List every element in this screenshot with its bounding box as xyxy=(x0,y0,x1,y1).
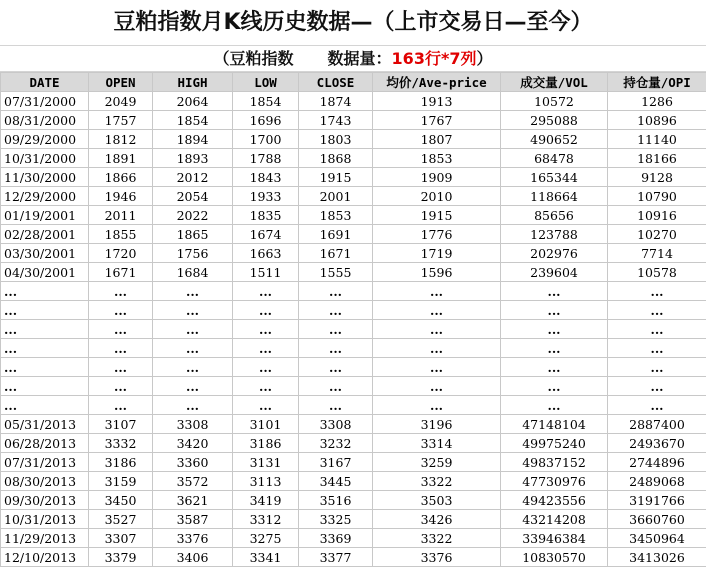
cell-opi[interactable]: ... xyxy=(608,377,706,396)
table-row xyxy=(1,92,706,111)
column-header-vol[interactable]: 成交量/VOL xyxy=(501,73,608,92)
cell-ave-price[interactable]: 1807 xyxy=(373,130,501,149)
column-header-date[interactable]: DATE xyxy=(1,73,89,92)
cell-close[interactable]: 3325 xyxy=(299,510,373,529)
table-row xyxy=(1,548,706,567)
table-row xyxy=(1,529,706,548)
cell-open[interactable]: 3332 xyxy=(89,434,153,453)
cell-close[interactable]: ... xyxy=(299,301,373,320)
column-header-close[interactable]: CLOSE xyxy=(299,73,373,92)
table-row xyxy=(1,415,706,434)
cell-date[interactable]: 08/30/2013 xyxy=(1,472,89,491)
cell-open[interactable]: 3307 xyxy=(89,529,153,548)
cell-vol[interactable]: ... xyxy=(501,282,608,301)
cell-high[interactable]: 2022 xyxy=(153,206,233,225)
cell-ave-price[interactable]: 3376 xyxy=(373,548,501,567)
cell-date[interactable]: ... xyxy=(1,320,89,339)
cell-date[interactable]: 10/31/2013 xyxy=(1,510,89,529)
cell-low[interactable]: 1700 xyxy=(233,130,299,149)
cell-open[interactable]: ... xyxy=(89,320,153,339)
cell-low[interactable]: 1933 xyxy=(233,187,299,206)
ellipsis-row xyxy=(1,282,706,301)
cell-high[interactable]: 2064 xyxy=(153,92,233,111)
table-row xyxy=(1,225,706,244)
cell-high[interactable]: 3572 xyxy=(153,472,233,491)
cell-date[interactable]: 06/28/2013 xyxy=(1,434,89,453)
cell-opi[interactable]: 10916 xyxy=(608,206,706,225)
cell-open[interactable]: 1720 xyxy=(89,244,153,263)
subtitle-label: 数据量： xyxy=(328,49,392,68)
cell-low[interactable]: 3419 xyxy=(233,491,299,510)
cell-high[interactable]: ... xyxy=(153,339,233,358)
cell-low[interactable]: 3341 xyxy=(233,548,299,567)
sheet-subtitle xyxy=(0,46,706,72)
cell-vol[interactable]: ... xyxy=(501,396,608,415)
cell-low[interactable]: ... xyxy=(233,396,299,415)
subtitle-prefix: （豆粕指数 xyxy=(214,49,294,68)
cell-low[interactable]: 1696 xyxy=(233,111,299,130)
cell-date[interactable]: 11/30/2000 xyxy=(1,168,89,187)
cell-opi[interactable]: 3413026 xyxy=(608,548,706,567)
cell-close[interactable]: 1915 xyxy=(299,168,373,187)
ellipsis-row xyxy=(1,377,706,396)
cell-vol[interactable]: ... xyxy=(501,320,608,339)
cell-open[interactable]: 1866 xyxy=(89,168,153,187)
cell-high[interactable]: 1893 xyxy=(153,149,233,168)
cell-opi[interactable]: 10896 xyxy=(608,111,706,130)
cell-date[interactable]: 09/29/2000 xyxy=(1,130,89,149)
cell-ave-price[interactable]: 1913 xyxy=(373,92,501,111)
cell-ave-price[interactable]: 3503 xyxy=(373,491,501,510)
cell-ave-price[interactable]: 1776 xyxy=(373,225,501,244)
cell-ave-price[interactable]: 3322 xyxy=(373,472,501,491)
cell-date[interactable]: ... xyxy=(1,282,89,301)
cell-ave-price[interactable]: 1596 xyxy=(373,263,501,282)
cell-vol[interactable]: 295088 xyxy=(501,111,608,130)
cell-open[interactable]: ... xyxy=(89,396,153,415)
cell-date[interactable]: ... xyxy=(1,339,89,358)
cell-vol[interactable]: 33946384 xyxy=(501,529,608,548)
cell-high[interactable]: ... xyxy=(153,396,233,415)
cell-date[interactable]: 11/29/2013 xyxy=(1,529,89,548)
cell-low[interactable]: ... xyxy=(233,282,299,301)
cell-close[interactable]: ... xyxy=(299,339,373,358)
table-row xyxy=(1,491,706,510)
cell-date[interactable]: 02/28/2001 xyxy=(1,225,89,244)
cell-open[interactable]: 2049 xyxy=(89,92,153,111)
cell-close[interactable]: ... xyxy=(299,358,373,377)
cell-date[interactable]: 03/30/2001 xyxy=(1,244,89,263)
cell-opi[interactable]: 3191766 xyxy=(608,491,706,510)
cell-date[interactable]: 09/30/2013 xyxy=(1,491,89,510)
cell-date[interactable]: 01/19/2001 xyxy=(1,206,89,225)
cell-open[interactable]: 3527 xyxy=(89,510,153,529)
cell-ave-price[interactable]: 1767 xyxy=(373,111,501,130)
table-row xyxy=(1,472,706,491)
cell-high[interactable]: 2012 xyxy=(153,168,233,187)
cell-vol[interactable]: 49975240 xyxy=(501,434,608,453)
cell-low[interactable]: 3275 xyxy=(233,529,299,548)
cell-vol[interactable]: ... xyxy=(501,301,608,320)
cell-open[interactable]: ... xyxy=(89,339,153,358)
cell-low[interactable]: 3312 xyxy=(233,510,299,529)
cell-ave-price[interactable]: ... xyxy=(373,301,501,320)
cell-opi[interactable]: 11140 xyxy=(608,130,706,149)
cell-low[interactable]: 1511 xyxy=(233,263,299,282)
cell-close[interactable]: ... xyxy=(299,282,373,301)
cell-open[interactable]: 3450 xyxy=(89,491,153,510)
cell-vol[interactable]: 85656 xyxy=(501,206,608,225)
cell-opi[interactable]: 10270 xyxy=(608,225,706,244)
cell-open[interactable]: ... xyxy=(89,282,153,301)
data-table xyxy=(0,72,706,567)
table-row xyxy=(1,111,706,130)
table-row xyxy=(1,244,706,263)
cell-opi[interactable]: 9128 xyxy=(608,168,706,187)
cell-opi[interactable]: 10790 xyxy=(608,187,706,206)
table-row xyxy=(1,206,706,225)
subtitle-suffix: ） xyxy=(476,49,492,68)
cell-opi[interactable]: ... xyxy=(608,396,706,415)
cell-vol[interactable]: 49423556 xyxy=(501,491,608,510)
table-row xyxy=(1,168,706,187)
cell-open[interactable]: 1946 xyxy=(89,187,153,206)
cell-close[interactable]: 1743 xyxy=(299,111,373,130)
column-header-ave-price[interactable]: 均价/Ave-price xyxy=(373,73,501,92)
cell-close[interactable]: 3167 xyxy=(299,453,373,472)
cell-open[interactable]: 1891 xyxy=(89,149,153,168)
cell-open[interactable]: ... xyxy=(89,358,153,377)
cell-vol[interactable]: 43214208 xyxy=(501,510,608,529)
cell-vol[interactable]: 10830570 xyxy=(501,548,608,567)
table-row xyxy=(1,130,706,149)
cell-vol[interactable]: 490652 xyxy=(501,130,608,149)
cell-opi[interactable]: 1286 xyxy=(608,92,706,111)
cell-close[interactable]: 1671 xyxy=(299,244,373,263)
cell-open[interactable]: 2011 xyxy=(89,206,153,225)
cell-opi[interactable]: 10578 xyxy=(608,263,706,282)
cell-close[interactable]: 3377 xyxy=(299,548,373,567)
cell-ave-price[interactable]: 3426 xyxy=(373,510,501,529)
header-row xyxy=(1,73,706,92)
cell-close[interactable]: 3369 xyxy=(299,529,373,548)
cell-ave-price[interactable]: ... xyxy=(373,320,501,339)
cell-close[interactable]: 3445 xyxy=(299,472,373,491)
cell-opi[interactable]: 2887400 xyxy=(608,415,706,434)
cell-high[interactable]: 1865 xyxy=(153,225,233,244)
cell-ave-price[interactable]: 1909 xyxy=(373,168,501,187)
cell-opi[interactable]: ... xyxy=(608,320,706,339)
cell-close[interactable]: 1853 xyxy=(299,206,373,225)
cell-vol[interactable]: ... xyxy=(501,339,608,358)
cell-high[interactable]: ... xyxy=(153,282,233,301)
cell-open[interactable]: 3159 xyxy=(89,472,153,491)
cell-vol[interactable]: 10572 xyxy=(501,92,608,111)
cell-ave-price[interactable]: ... xyxy=(373,339,501,358)
table-row xyxy=(1,187,706,206)
cell-close[interactable]: 1874 xyxy=(299,92,373,111)
cell-opi[interactable]: 7714 xyxy=(608,244,706,263)
cell-vol[interactable]: 49837152 xyxy=(501,453,608,472)
cell-date[interactable]: 05/31/2013 xyxy=(1,415,89,434)
table-row xyxy=(1,510,706,529)
cell-vol[interactable]: 202976 xyxy=(501,244,608,263)
cell-vol[interactable]: 239604 xyxy=(501,263,608,282)
cell-date[interactable]: 12/29/2000 xyxy=(1,187,89,206)
cell-high[interactable]: 1854 xyxy=(153,111,233,130)
cell-low[interactable]: ... xyxy=(233,301,299,320)
cell-low[interactable]: 1788 xyxy=(233,149,299,168)
cell-high[interactable]: 3621 xyxy=(153,491,233,510)
cell-open[interactable]: ... xyxy=(89,377,153,396)
column-header-opi[interactable]: 持仓量/OPI xyxy=(608,73,706,92)
cell-opi[interactable]: ... xyxy=(608,358,706,377)
cell-high[interactable]: 3420 xyxy=(153,434,233,453)
cell-low[interactable]: 1835 xyxy=(233,206,299,225)
cell-vol[interactable]: 165344 xyxy=(501,168,608,187)
cell-open[interactable]: 3186 xyxy=(89,453,153,472)
cell-opi[interactable]: 3450964 xyxy=(608,529,706,548)
ellipsis-row xyxy=(1,320,706,339)
cell-opi[interactable]: ... xyxy=(608,301,706,320)
column-header-low[interactable]: LOW xyxy=(233,73,299,92)
cell-ave-price[interactable]: 3314 xyxy=(373,434,501,453)
cell-high[interactable]: 3376 xyxy=(153,529,233,548)
cell-open[interactable]: 1671 xyxy=(89,263,153,282)
cell-ave-price[interactable]: 3322 xyxy=(373,529,501,548)
cell-vol[interactable]: ... xyxy=(501,358,608,377)
cell-date[interactable]: 04/30/2001 xyxy=(1,263,89,282)
cell-date[interactable]: 08/31/2000 xyxy=(1,111,89,130)
cell-low[interactable]: 3186 xyxy=(233,434,299,453)
cell-close[interactable]: 3516 xyxy=(299,491,373,510)
cell-date[interactable]: ... xyxy=(1,301,89,320)
cell-high[interactable]: 1756 xyxy=(153,244,233,263)
cell-high[interactable]: 3587 xyxy=(153,510,233,529)
cell-opi[interactable]: 18166 xyxy=(608,149,706,168)
cell-high[interactable]: ... xyxy=(153,320,233,339)
cell-low[interactable]: 1843 xyxy=(233,168,299,187)
cell-ave-price[interactable]: ... xyxy=(373,377,501,396)
cell-vol[interactable]: 47148104 xyxy=(501,415,608,434)
cell-ave-price[interactable]: 1719 xyxy=(373,244,501,263)
cell-high[interactable]: 1894 xyxy=(153,130,233,149)
cell-date[interactable]: ... xyxy=(1,377,89,396)
cell-ave-price[interactable]: 3259 xyxy=(373,453,501,472)
cell-open[interactable]: 3107 xyxy=(89,415,153,434)
cell-ave-price[interactable]: ... xyxy=(373,358,501,377)
sheet-title: 豆粕指数月K线历史数据—（上市交易日—至今） xyxy=(0,0,706,46)
cell-close[interactable]: 1555 xyxy=(299,263,373,282)
cell-close[interactable]: 2001 xyxy=(299,187,373,206)
cell-low[interactable]: 3131 xyxy=(233,453,299,472)
cell-opi[interactable]: 2744896 xyxy=(608,453,706,472)
cell-low[interactable]: 3113 xyxy=(233,472,299,491)
cell-open[interactable]: 1812 xyxy=(89,130,153,149)
cell-high[interactable]: ... xyxy=(153,358,233,377)
cell-high[interactable]: 2054 xyxy=(153,187,233,206)
cell-opi[interactable]: 2489068 xyxy=(608,472,706,491)
cell-low[interactable]: 1663 xyxy=(233,244,299,263)
column-header-high[interactable]: HIGH xyxy=(153,73,233,92)
cell-date[interactable]: 07/31/2000 xyxy=(1,92,89,111)
cell-ave-price[interactable]: 1853 xyxy=(373,149,501,168)
cell-low[interactable]: 1854 xyxy=(233,92,299,111)
ellipsis-row xyxy=(1,358,706,377)
ellipsis-row xyxy=(1,339,706,358)
table-row xyxy=(1,434,706,453)
cell-vol[interactable]: ... xyxy=(501,377,608,396)
cell-opi[interactable]: 3660760 xyxy=(608,510,706,529)
cell-high[interactable]: 3308 xyxy=(153,415,233,434)
cell-open[interactable]: 3379 xyxy=(89,548,153,567)
cell-close[interactable]: 1803 xyxy=(299,130,373,149)
cell-close[interactable]: 1868 xyxy=(299,149,373,168)
cell-high[interactable]: 3360 xyxy=(153,453,233,472)
table-body xyxy=(1,92,706,567)
cell-date[interactable]: 10/31/2000 xyxy=(1,149,89,168)
cell-open[interactable]: 1757 xyxy=(89,111,153,130)
cell-open[interactable]: 1855 xyxy=(89,225,153,244)
cell-opi[interactable]: 2493670 xyxy=(608,434,706,453)
cell-open[interactable]: ... xyxy=(89,301,153,320)
cell-vol[interactable]: 47730976 xyxy=(501,472,608,491)
cell-close[interactable]: ... xyxy=(299,377,373,396)
cell-vol[interactable]: 68478 xyxy=(501,149,608,168)
cell-ave-price[interactable]: ... xyxy=(373,396,501,415)
ellipsis-row xyxy=(1,396,706,415)
cell-vol[interactable]: 123788 xyxy=(501,225,608,244)
cell-low[interactable]: 3101 xyxy=(233,415,299,434)
cell-opi[interactable]: ... xyxy=(608,339,706,358)
cell-high[interactable]: ... xyxy=(153,301,233,320)
cell-ave-price[interactable]: 3196 xyxy=(373,415,501,434)
table-row xyxy=(1,263,706,282)
cell-low[interactable]: ... xyxy=(233,358,299,377)
cell-high[interactable]: 1684 xyxy=(153,263,233,282)
cell-close[interactable]: 3308 xyxy=(299,415,373,434)
cell-date[interactable]: ... xyxy=(1,358,89,377)
cell-low[interactable]: ... xyxy=(233,377,299,396)
cell-high[interactable]: ... xyxy=(153,377,233,396)
cell-ave-price[interactable]: 2010 xyxy=(373,187,501,206)
cell-close[interactable]: ... xyxy=(299,396,373,415)
cell-low[interactable]: ... xyxy=(233,339,299,358)
cell-date[interactable]: 07/31/2013 xyxy=(1,453,89,472)
cell-low[interactable]: ... xyxy=(233,320,299,339)
cell-date[interactable]: ... xyxy=(1,396,89,415)
cell-ave-price[interactable]: ... xyxy=(373,282,501,301)
cell-close[interactable]: 3232 xyxy=(299,434,373,453)
cell-high[interactable]: 3406 xyxy=(153,548,233,567)
table-row xyxy=(1,453,706,472)
cell-close[interactable]: ... xyxy=(299,320,373,339)
ellipsis-row xyxy=(1,301,706,320)
cell-opi[interactable]: ... xyxy=(608,282,706,301)
cell-ave-price[interactable]: 1915 xyxy=(373,206,501,225)
cell-close[interactable]: 1691 xyxy=(299,225,373,244)
cell-vol[interactable]: 118664 xyxy=(501,187,608,206)
table-row xyxy=(1,149,706,168)
cell-low[interactable]: 1674 xyxy=(233,225,299,244)
column-header-open[interactable]: OPEN xyxy=(89,73,153,92)
subtitle-count: 163行*7列 xyxy=(392,49,477,68)
cell-date[interactable]: 12/10/2013 xyxy=(1,548,89,567)
